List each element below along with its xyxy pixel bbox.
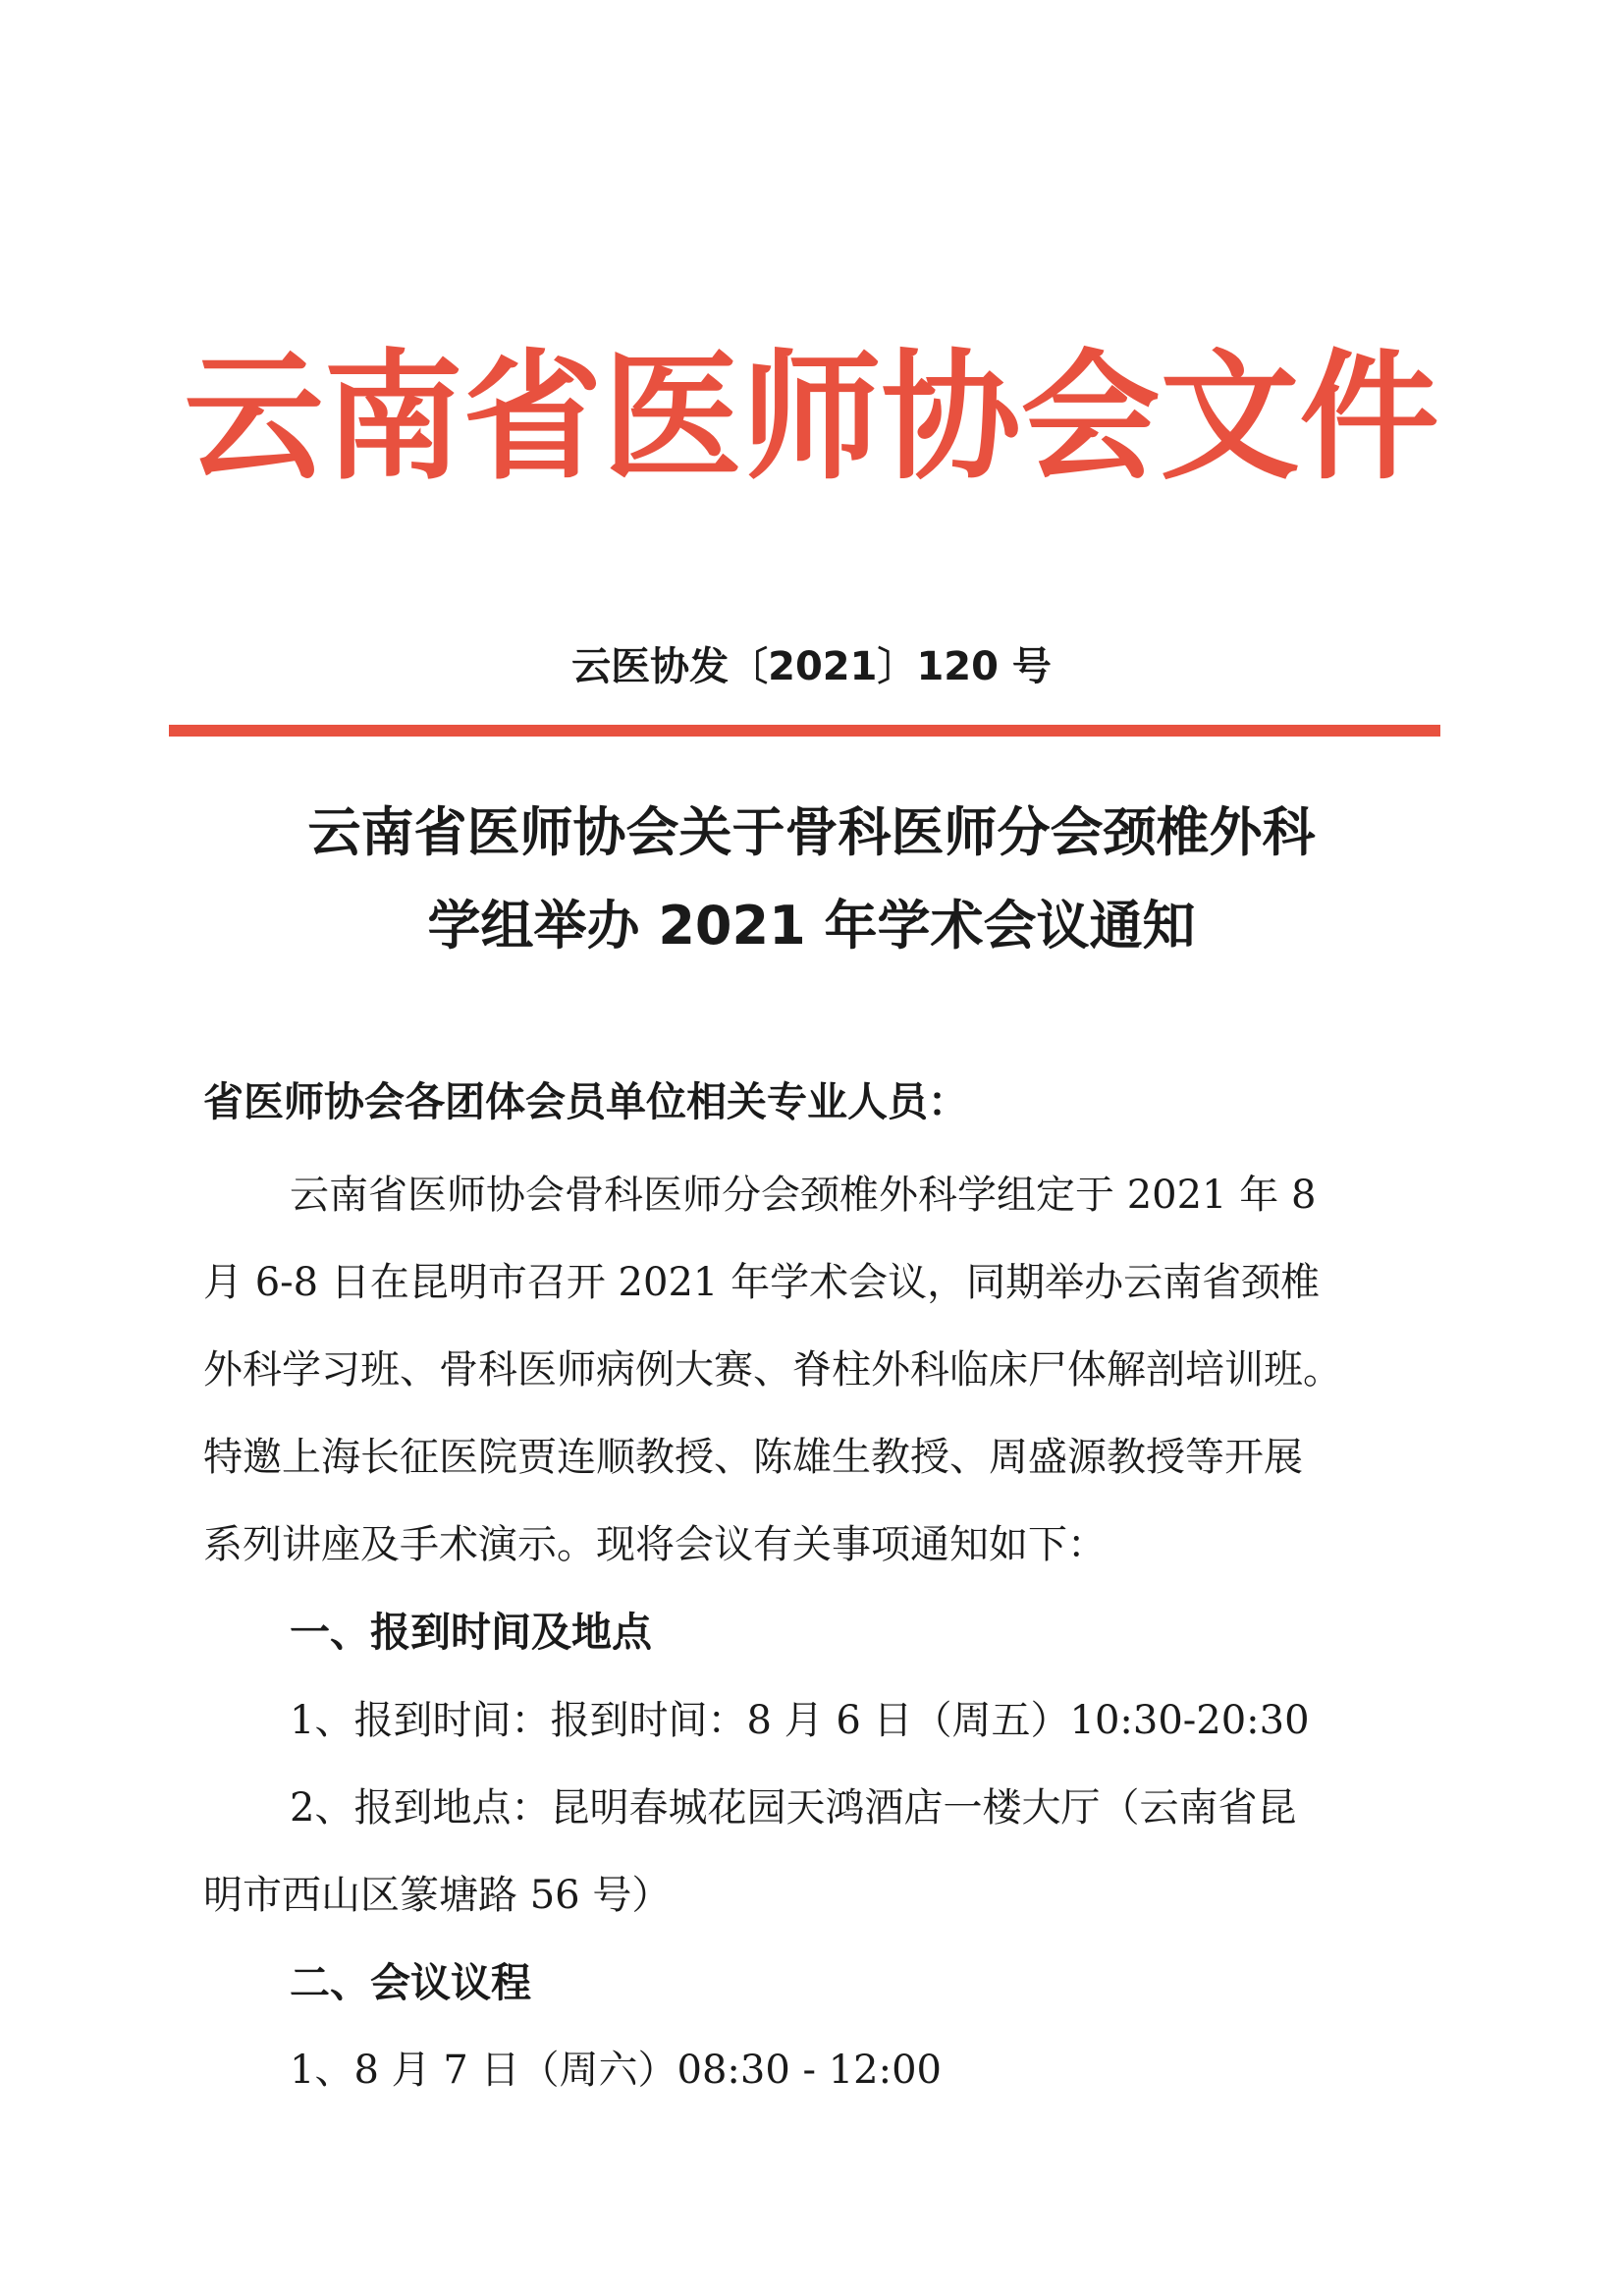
section-1-heading: 一、报到时间及地点	[290, 1609, 652, 1656]
section-2-heading: 二、会议议程	[290, 1959, 531, 2006]
document-masthead: 云南省医师协会文件	[184, 336, 1439, 499]
addressee: 省医师协会各团体会员单位相关专业人员：	[203, 1078, 968, 1125]
section-1-item-1: 1、报到时间：报到时间：8 月 6 日（周五）10:30-20:30	[290, 1698, 1310, 1743]
intro-line-5: 系列讲座及手术演示。现将会议有关事项通知如下：	[203, 1522, 1107, 1567]
red-divider-rule	[169, 725, 1440, 737]
notice-title-line-2: 学组举办 2021 年学术会议通知	[427, 895, 1196, 957]
intro-line-2: 月 6-8 日在昆明市召开 2021 年学术会议，同期举办云南省颈椎	[203, 1260, 1321, 1305]
intro-line-4: 特邀上海长征医院贾连顺教授、陈雄生教授、周盛源教授等开展	[203, 1435, 1303, 1480]
intro-line-1: 云南省医师协会骨科医师分会颈椎外科学组定于 2021 年 8	[290, 1173, 1317, 1218]
intro-line-3: 外科学习班、骨科医师病例大赛、脊柱外科临床尸体解剖培训班。	[203, 1347, 1342, 1393]
section-1-item-2-line-2: 明市西山区篆塘路 56 号）	[203, 1873, 672, 1918]
document-number: 云医协发〔2021〕120 号	[571, 644, 1052, 689]
notice-title-line-1: 云南省医师协会关于骨科医师分会颈椎外科	[307, 801, 1316, 863]
section-2-item-1: 1、8 月 7 日（周六）08:30 - 12:00	[290, 2048, 942, 2093]
section-1-item-2-line-1: 2、报到地点：昆明春城花园天鸿酒店一楼大厅（云南省昆	[290, 1785, 1297, 1831]
